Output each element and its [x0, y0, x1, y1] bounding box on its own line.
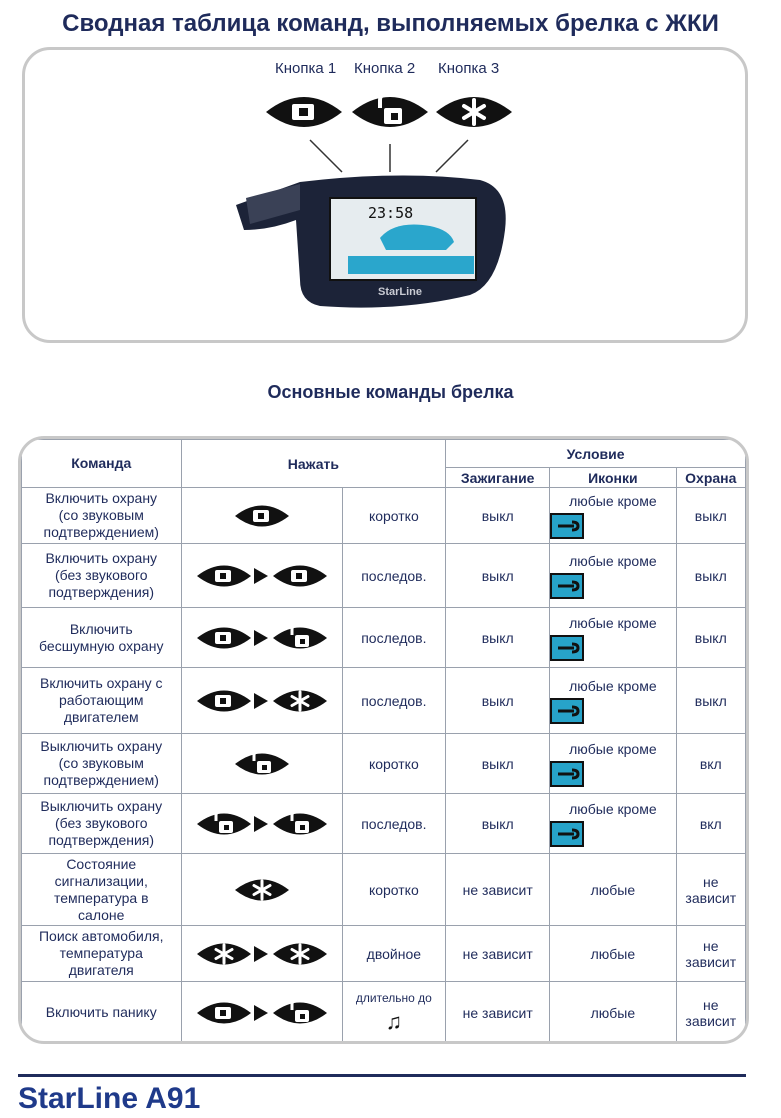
guard-cell: не зависит	[676, 982, 745, 1044]
icons-cell: любые	[550, 854, 676, 926]
command-cell: Выключить охрану (без звукового подтверждения)	[22, 794, 182, 854]
press-sequence-cell	[181, 734, 342, 794]
then-arrow-icon	[254, 946, 268, 962]
command-cell: Состояние сигнализации, температура в салоне	[22, 854, 182, 926]
star-button-icon	[273, 690, 327, 711]
icons-cell: любые кроме	[550, 794, 676, 854]
lcd-time: 23:58	[368, 204, 414, 222]
command-cell: Включить охрану с работающим двигателем	[22, 668, 182, 734]
icons-cell: любые кроме	[550, 608, 676, 668]
press-sequence-cell	[181, 488, 342, 544]
unlock-button-icon	[352, 94, 428, 127]
ignition-cell: выкл	[446, 544, 550, 608]
footer-divider	[18, 1074, 746, 1077]
fob-brand: StarLine	[378, 286, 423, 298]
page-title: Сводная таблица команд, выполняемых брелка с ЖКИ	[62, 10, 719, 37]
guard-cell: вкл	[676, 794, 745, 854]
ignition-cell: выкл	[446, 794, 550, 854]
press-mode-cell: последов.	[342, 608, 446, 668]
command-cell: Включить панику	[22, 982, 182, 1044]
press-mode-cell: последов.	[342, 794, 446, 854]
then-arrow-icon	[254, 630, 268, 646]
star-button-icon	[235, 879, 289, 900]
icons-cell: любые кроме	[550, 668, 676, 734]
icons-cell: любые	[550, 982, 676, 1044]
guard-cell: не зависит	[676, 854, 745, 926]
wrench-icon	[550, 698, 584, 724]
then-arrow-icon	[254, 693, 268, 709]
unlock-button-icon	[235, 751, 289, 775]
unlock-button-icon	[273, 811, 327, 835]
header-ignition: Зажигание	[446, 468, 550, 488]
lock-button-icon	[197, 1002, 251, 1023]
ignition-cell: выкл	[446, 488, 550, 544]
header-command: Команда	[22, 440, 182, 488]
then-arrow-icon	[254, 816, 268, 832]
icons-cell: любые кроме	[550, 734, 676, 794]
section-title: Основные команды брелка	[267, 382, 514, 402]
table-row	[22, 668, 746, 734]
unlock-button-icon	[273, 625, 327, 649]
lock-button-icon	[197, 627, 251, 648]
star-button-icon	[273, 943, 327, 964]
press-mode-cell: коротко	[342, 854, 446, 926]
table-row	[22, 982, 746, 1044]
command-cell: Включить бесшумную охрану	[22, 608, 182, 668]
press-sequence-cell	[181, 668, 342, 734]
table-row	[22, 794, 746, 854]
button-1-label: Кнопка 1	[275, 60, 337, 77]
header-icons: Иконки	[550, 468, 676, 488]
press-sequence-cell	[181, 854, 342, 926]
table-row	[22, 734, 746, 794]
wrench-icon	[550, 513, 584, 539]
wrench-icon	[550, 761, 584, 787]
header-condition: Условие	[446, 440, 746, 468]
press-mode-cell: последов.	[342, 544, 446, 608]
press-mode-cell: двойное	[342, 926, 446, 982]
command-cell: Поиск автомобиля, температура двигателя	[22, 926, 182, 982]
ignition-cell: выкл	[446, 668, 550, 734]
press-sequence-cell	[181, 926, 342, 982]
press-mode-cell: длительно до ♫	[342, 982, 446, 1044]
wrench-icon	[550, 573, 584, 599]
guard-cell: выкл	[676, 608, 745, 668]
command-cell: Включить охрану (без звукового подтверждения)	[22, 544, 182, 608]
wrench-icon	[550, 821, 584, 847]
guard-cell: выкл	[676, 544, 745, 608]
ignition-cell: не зависит	[446, 926, 550, 982]
table-row	[22, 926, 746, 982]
ignition-cell: не зависит	[446, 982, 550, 1044]
brand-logo: StarLine A91	[18, 1082, 201, 1115]
guard-cell: выкл	[676, 488, 745, 544]
guard-cell: вкл	[676, 734, 745, 794]
guard-cell: не зависит	[676, 926, 745, 982]
key-fob-drawing	[0, 80, 781, 320]
press-sequence-cell	[181, 794, 342, 854]
header-guard: Охрана	[676, 468, 745, 488]
lock-button-icon	[273, 565, 327, 586]
table-row	[22, 488, 746, 544]
button-2-label: Кнопка 2	[354, 60, 416, 77]
icons-cell: любые кроме	[550, 488, 676, 544]
lock-button-icon	[266, 97, 342, 127]
lock-button-icon	[235, 505, 289, 526]
guard-cell: выкл	[676, 668, 745, 734]
unlock-button-icon	[273, 1000, 327, 1024]
lock-button-icon	[197, 565, 251, 586]
press-sequence-cell	[181, 982, 342, 1044]
star-button-icon	[436, 97, 512, 127]
table-row	[22, 854, 746, 926]
ignition-cell: выкл	[446, 608, 550, 668]
table-row	[22, 544, 746, 608]
commands-table	[18, 436, 749, 1044]
press-mode-cell: последов.	[342, 668, 446, 734]
ignition-cell: не зависит	[446, 854, 550, 926]
ignition-cell: выкл	[446, 734, 550, 794]
command-cell: Включить охрану (со звуковым подтверждением)	[22, 488, 182, 544]
press-mode-cell: коротко	[342, 488, 446, 544]
then-arrow-icon	[254, 568, 268, 584]
command-cell: Выключить охрану (со звуковым подтверждением)	[22, 734, 182, 794]
header-press: Нажать	[181, 440, 446, 488]
icons-cell: любые	[550, 926, 676, 982]
button-3-label: Кнопка 3	[438, 60, 500, 77]
press-mode-cell: коротко	[342, 734, 446, 794]
lock-button-icon	[197, 690, 251, 711]
press-sequence-cell	[181, 544, 342, 608]
then-arrow-icon	[254, 1005, 268, 1021]
wrench-icon	[550, 635, 584, 661]
press-sequence-cell	[181, 608, 342, 668]
unlock-button-icon	[197, 811, 251, 835]
icons-cell: любые кроме	[550, 544, 676, 608]
star-button-icon	[197, 943, 251, 964]
table-row	[22, 608, 746, 668]
